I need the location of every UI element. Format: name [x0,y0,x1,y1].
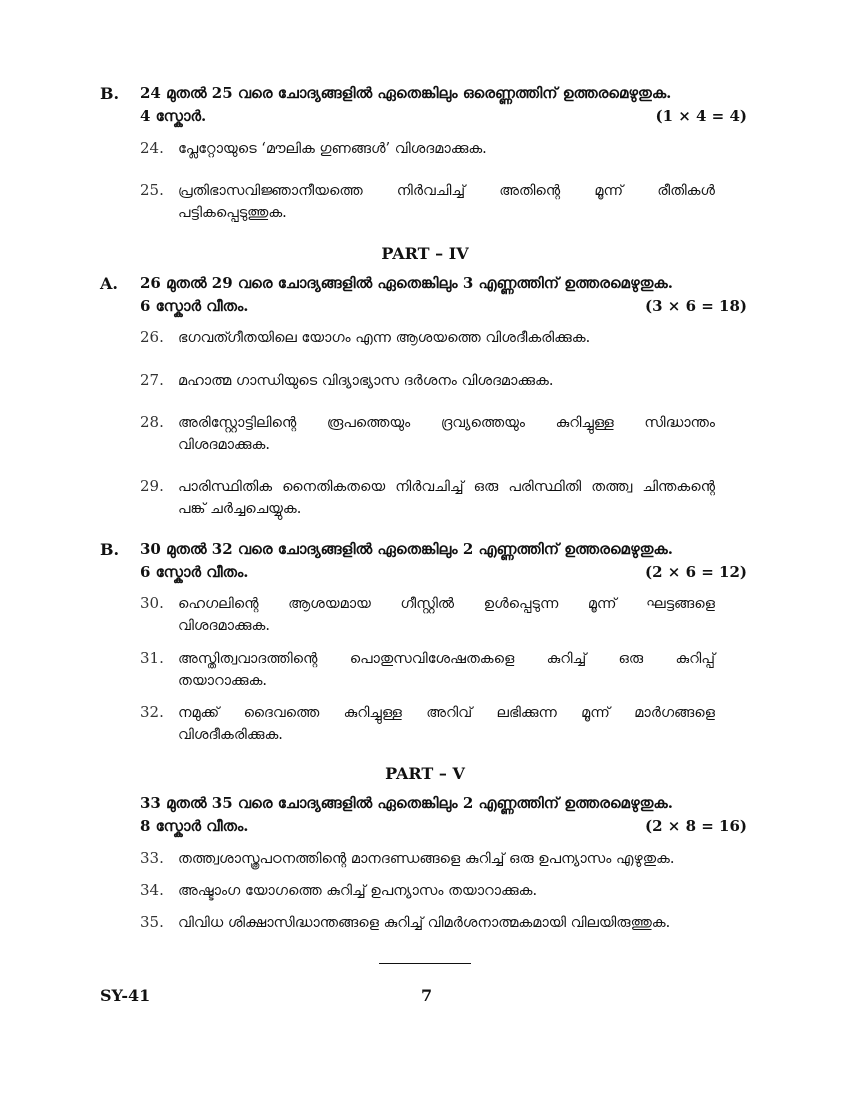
question-text: നമുക്ക് ദൈവത്തെ കുറിച്ചുള്ള അറിവ് ലഭിക്കുന്ന മൂന്ന് മാർഗങ്ങളെ [178,705,715,721]
section-instruction: 33 മുതൽ 35 വരെ ചോദ്യങ്ങളിൽ ഏതെങ്കിലും 2 എണ്ണത്തിന് ഉത്തരമെഴുതുക. [140,794,673,812]
question-text-continued: പട്ടികപ്പെടുത്തുക. [178,205,287,221]
question-text-continued: തയാറാക്കുക. [178,673,268,689]
part-heading: PART – IV [381,244,469,263]
question-number: 31. [140,649,164,667]
end-of-page-rule [379,963,471,964]
question-text: അരിസ്റ്റോട്ടിലിന്റെ രൂപത്തെയും ദ്രവ്യത്തെയും കുറിച്ചുള്ള സിദ്ധാന്തം [178,415,715,431]
section-instruction: 26 മുതൽ 29 വരെ ചോദ്യങ്ങളിൽ ഏതെങ്കിലും 3 എണ്ണത്തിന് ഉത്തരമെഴുതുക. [140,274,673,292]
question-text-continued: വിശദീകരിക്കുക. [178,727,283,743]
question-text-continued: വിശദമാക്കുക. [178,437,271,453]
question-text: തത്ത്വശാസ്ത്രപഠനത്തിന്റെ മാനദണ്ഡങ്ങളെ കുറിച്ച് ഒരു ഉപന്യാസം എഴുതുക. [178,851,675,867]
question-text: അഷ്ടാംഗ യോഗത്തെ കുറിച്ച് ഉപന്യാസം തയാറാക്കുക. [178,883,538,899]
section-marks: (2 × 6 = 12) [645,563,747,581]
section-letter: B. [100,84,120,103]
section-letter: A. [100,274,118,293]
question-number: 30. [140,594,164,612]
page-number: 7 [421,986,433,1005]
section-marks: (2 × 8 = 16) [645,817,747,835]
question-number: 32. [140,703,164,721]
question-number: 28. [140,413,164,431]
question-number: 27. [140,371,164,389]
part-heading: PART – V [385,764,465,783]
question-number: 29. [140,477,164,495]
question-number: 34. [140,881,164,899]
question-number: 33. [140,849,164,867]
question-text: പാരിസ്ഥിതിക നൈതികതയെ നിർവചിച്ച് ഒരു പരിസ്ഥിതി തത്ത്വ ചിന്തകന്റെ [178,479,715,495]
section-score: 6 സ്കോർ വീതം. [140,563,249,581]
question-number: 24. [140,139,164,157]
section-marks: (3 × 6 = 18) [645,297,747,315]
question-number: 25. [140,181,164,199]
question-text: പ്ലേറ്റോയുടെ ‘മൗലിക ഗുണങ്ങൾ’ വിശദമാക്കുക. [178,141,487,157]
section-instruction: 30 മുതൽ 32 വരെ ചോദ്യങ്ങളിൽ ഏതെങ്കിലും 2 എണ്ണത്തിന് ഉത്തരമെഴുതുക. [140,540,673,558]
section-score: 4 സ്കോർ. [140,107,207,125]
section-marks: (1 × 4 = 4) [655,107,747,125]
section-letter: B. [100,540,120,559]
section-score: 6 സ്കോർ വീതം. [140,297,249,315]
question-text: ഹെഗലിന്റെ ആശയമായ ഗീസ്റ്റിൽ ഉൾപ്പെടുന്ന മൂന്ന് ഘട്ടങ്ങളെ [178,596,715,612]
question-number: 35. [140,913,164,931]
section-score: 8 സ്കോർ വീതം. [140,817,249,835]
question-text: വിവിധ ശിക്ഷാസിദ്ധാന്തങ്ങളെ കുറിച്ച് വിമർശനാത്മകമായി വിലയിരുത്തുക. [178,915,671,931]
question-text-continued: പങ്ക് ചർച്ചചെയ്യുക. [178,501,302,517]
question-text: ഭഗവത്ഗീതയിലെ യോഗം എന്ന ആശയത്തെ വിശദീകരിക്കുക. [178,330,591,346]
question-text-continued: വിശദമാക്കുക. [178,618,271,634]
section-instruction: 24 മുതൽ 25 വരെ ചോദ്യങ്ങളിൽ ഏതെങ്കിലും ഒരെണ്ണത്തിന് ഉത്തരമെഴുതുക. [140,84,672,102]
question-number: 26. [140,328,164,346]
question-text: പ്രതിഭാസവിജ്ഞാനീയത്തെ നിർവചിച്ച് അതിന്റെ മൂന്ന് രീതികൾ [178,183,715,199]
question-text: അസ്തിത്വവാദത്തിന്റെ പൊതുസവിശേഷതകളെ കുറിച്ച് ഒരു കുറിപ്പ് [178,651,715,667]
question-text: മഹാത്മ ഗാന്ധിയുടെ വിദ്യാഭ്യാസ ദർശനം വിശദമാക്കുക. [178,373,554,389]
paper-code: SY-41 [100,986,151,1005]
